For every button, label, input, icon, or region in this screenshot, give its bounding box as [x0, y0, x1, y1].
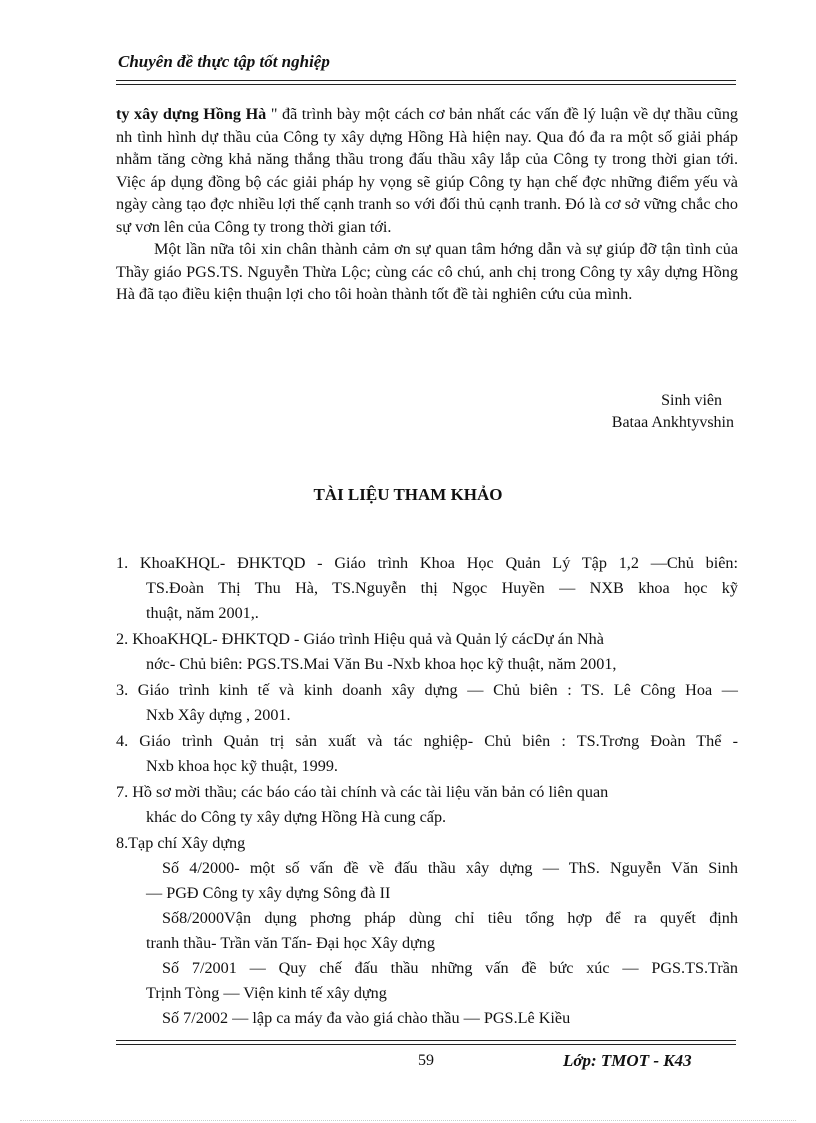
footer-rule-top — [116, 1040, 736, 1041]
reference-item: 3. Giáo trình kinh tế và kinh doanh xây dựng — Chủ biên : TS. Lê Công Hoa — Nxb Xây dựng , 2001. — [116, 681, 738, 724]
reference-item: 7. Hồ sơ mời thầu; các báo cáo tài chính và các tài liệu văn bản có liên quan khác do Công ty xây dựng Hồng Hà cung cấp. — [116, 783, 609, 826]
journal-entry: Số 7/2002 — lập ca máy đa vào giá chào thầu — PGS.Lê Kiều — [162, 1009, 571, 1027]
header-title: Chuyên đề thực tập tốt nghiệp — [118, 52, 330, 71]
references-title: TÀI LIỆU THAM KHẢO — [313, 485, 503, 504]
footer-rule-bottom — [116, 1044, 736, 1045]
journal-entry: Số 4/2000- một số vấn đề về đấu thầu xây dựng — ThS. Nguyễn Văn Sinh — [162, 859, 738, 877]
conclusion-paragraph-1 — [116, 103, 738, 238]
page-number: 59 — [418, 1052, 434, 1069]
class-label: Lớp: TMOT - K43 — [563, 1051, 692, 1070]
signature-name: Bataa Ankhtyvshin — [611, 414, 734, 431]
reference-item: 8.Tạp chí Xây dựng Số 4/2000- một số vấn đề về đấu thầu xây dựng — ThS. Nguyễn Văn Sinh — PGĐ Công ty xây dựng Sông đà II Số8/2000Vận dụng phơng pháp dùng chỉ tiêu tổng hợp để ra quyết định tranh thầu- Trần văn Tấn- Đại học Xây dựng Số 7/2001 — Quy chế đấu thầu những vấn đề bức xúc — PGS.TS.Trần Trịnh Tòng — Viện kinh tế xây dựng Số 7/2002 — lập ca máy đa vào giá chào thầu — PGS.Lê Kiều — [116, 831, 738, 1031]
company-name-bold: ty xây dựng Hồng Hà — [116, 105, 267, 123]
conclusion-text — [116, 103, 738, 306]
journal-entry: Số8/2000Vận dụng phơng pháp dùng chỉ tiêu tổng hợp để ra quyết định — [162, 909, 738, 927]
conclusion-paragraph-2: Một lần nữa tôi xin chân thành cảm ơn sự quan tâm hớng dẫn và sự giúp đỡ tận tình của Thầy giáo PGS.TS. Nguyễn Thừa Lộc; cùng các cô chú, anh chị trong Công ty xây dựng Hồng Hà đã tạo điều kiện thuận lợi cho tôi hoàn thành tốt đề tài nghiên cứu của mình. — [116, 240, 738, 303]
reference-item: 4. Giáo trình Quản trị sản xuất và tác nghiệp- Chủ biên : TS.Trơng Đoàn Thể - Nxb khoa học kỹ thuật, 1999. — [116, 732, 738, 775]
bottom-dotted-edge — [20, 1120, 796, 1121]
references-list — [116, 551, 738, 1032]
header-rule-top — [116, 80, 736, 81]
signature-role: Sinh viên — [661, 392, 722, 409]
conclusion-paragraph-1-rest: " đã trình bày một cách cơ bản nhất các vấn đề lý luận về dự thầu cũng nh tình hình dự thầu của Công ty xây dựng Hồng Hà hiện nay. Qua đó đa ra một số giải pháp nhằm tăng cờng khả năng thắng thầu trong đấu thầu xây lắp của Công ty trong thời gian tới. Việc áp dụng đồng bộ các giải pháp hy vọng sẽ giúp Công ty hạn chế đợc những điểm yếu và ngày càng tạo đợc nhiều lợi thế cạnh tranh so với đối thủ cạnh tranh. Đó là cơ sở vững chắc cho sự vơn lên của Công ty trong thời gian tới. — [116, 105, 739, 236]
reference-item: 1. KhoaKHQL- ĐHKTQD - Giáo trình Khoa Học Quản Lý Tập 1,2 —Chủ biên: TS.Đoàn Thị Thu Hà, TS.Nguyễn thị Ngọc Huyền — NXB khoa học kỹ thuật, năm 2001,. — [116, 554, 738, 622]
header-rule-bottom — [116, 84, 736, 85]
reference-item: 2. KhoaKHQL- ĐHKTQD - Giáo trình Hiệu quả và Quản lý cácDự án Nhà nớc- Chủ biên: PGS.TS.Mai Văn Bu -Nxb khoa học kỹ thuật, năm 2001, — [116, 630, 617, 673]
journal-entry: Số 7/2001 — Quy chế đấu thầu những vấn đề bức xúc — PGS.TS.Trần — [162, 959, 738, 977]
